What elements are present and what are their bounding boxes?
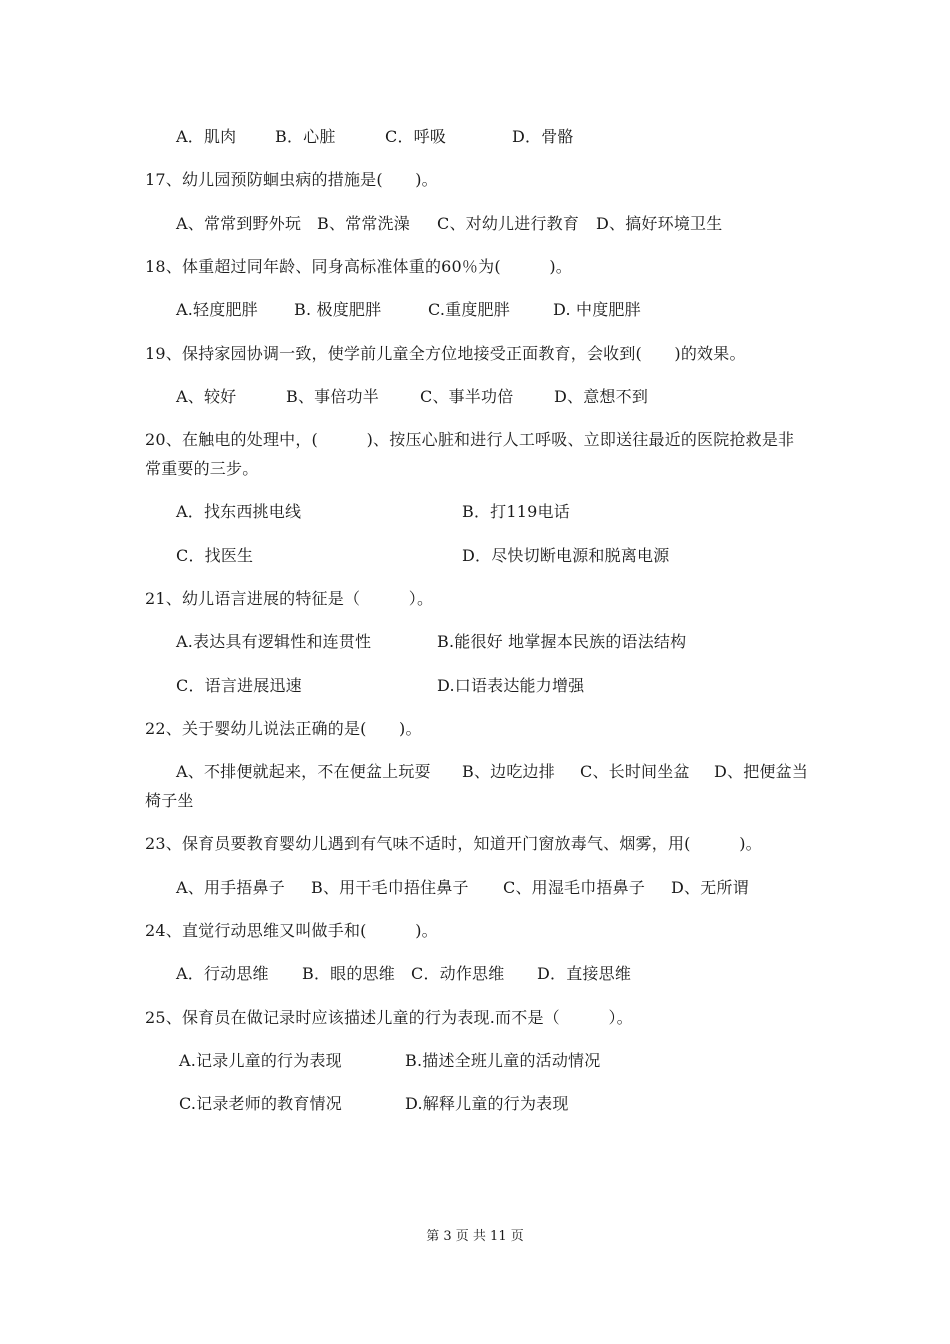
question-20-stem: 20、在触电的处理中，( )、按压心脏和进行人工呼吸、立即送往最近的医院抢救是非 [145,430,795,449]
option-b: B．打119电话 [462,502,570,521]
question-22-stem: 22、关于婴幼儿说法正确的是( )。 [145,719,422,738]
option-b: B、事倍功半 [286,387,379,406]
option-c: C．动作思维 [411,964,505,983]
question-24-stem: 24、直觉行动思维又叫做手和( )。 [145,921,438,940]
option-b: B.描述全班儿童的活动情况 [405,1051,601,1070]
option-a: A．找东西挑电线 [176,502,302,521]
option-c: C．呼吸 [385,127,447,146]
option-d: D、把便盆当 [714,762,809,781]
option-a: A、用手捂鼻子 [176,878,285,897]
option-c: C、用湿毛巾捂鼻子 [503,878,646,897]
option-c: C、对幼儿进行教育 [437,214,580,233]
option-a: A、不排便就起来，不在便盆上玩耍 [176,762,431,781]
option-c: C．语言进展迅速 [176,676,302,695]
question-19-stem: 19、保持家园协调一致，使学前儿童全方位地接受正面教育，会收到( )的效果。 [145,344,746,363]
option-c: C．找医生 [176,546,254,565]
option-c: C、事半功倍 [420,387,514,406]
page-footer [0,1229,950,1245]
option-b: B．心脏 [275,127,336,146]
option-a: A、常常到野外玩 [176,214,302,233]
option-d: D．直接思维 [537,964,632,983]
option-b: B. 极度肥胖 [294,300,382,319]
option-d: D、无所谓 [671,878,749,897]
option-a: A.表达具有逻辑性和连贯性 [176,632,372,651]
question-21-stem: 21、幼儿语言进展的特征是（ ）。 [145,589,434,608]
option-d: D、搞好环境卫生 [596,214,723,233]
option-a: A.记录儿童的行为表现 [179,1051,342,1070]
option-b: B、用干毛巾捂住鼻子 [311,878,469,897]
option-b: B、常常洗澡 [317,214,410,233]
option-d: D．骨骼 [512,127,574,146]
question-25-stem: 25、保育员在做记录时应该描述儿童的行为表现.而不是（ ）。 [145,1008,633,1027]
option-c: C.重度肥胖 [428,300,510,319]
question-23-stem: 23、保育员要教育婴幼儿遇到有气味不适时，知道开门窗放毒气、烟雾，用( )。 [145,834,762,853]
option-a: A．肌肉 [176,127,237,146]
page-number: 第 3 页 共 11 页 [426,1229,524,1244]
option-d: D、意想不到 [554,387,649,406]
option-c: C、长时间坐盆 [580,762,690,781]
option-a: A、较好 [176,387,237,406]
option-d: D．尽快切断电源和脱离电源 [462,546,670,565]
option-d-continued: 椅子坐 [145,791,194,810]
question-18-stem: 18、体重超过同年龄、同身高标准体重的60％为( )。 [145,257,573,276]
option-b: B.能很好 地掌握本民族的语法结构 [437,632,687,651]
option-b: B．眼的思维 [302,964,395,983]
question-20-stem-continued: 常重要的三步。 [145,459,259,478]
option-a: A.轻度肥胖 [176,300,258,319]
option-d: D.口语表达能力增强 [437,676,585,695]
option-b: B、边吃边排 [462,762,555,781]
question-17-stem: 17、幼儿园预防蛔虫病的措施是( )。 [145,170,438,189]
option-d: D. 中度肥胖 [553,300,641,319]
option-a: A．行动思维 [176,964,269,983]
option-d: D.解释儿童的行为表现 [405,1094,569,1113]
option-c: C.记录老师的教育情况 [179,1094,342,1113]
